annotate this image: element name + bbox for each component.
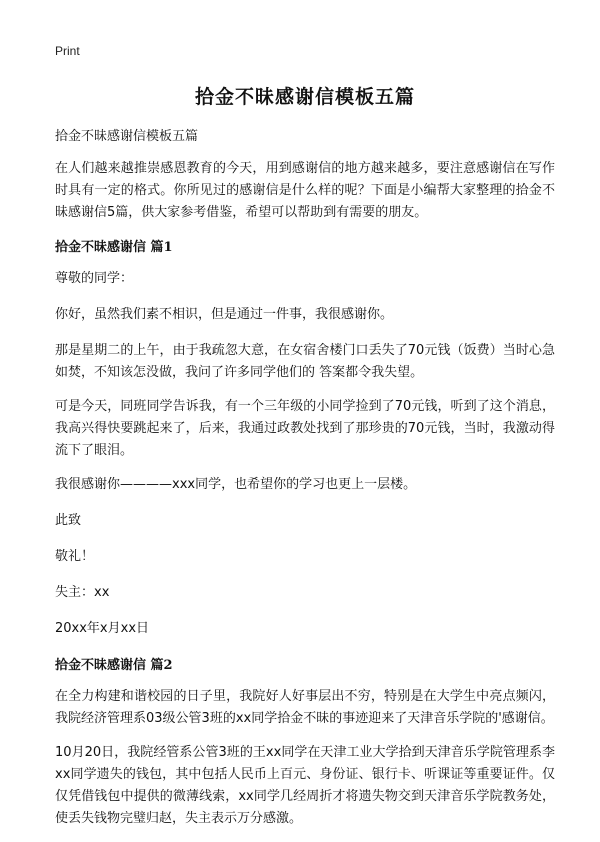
intro-paragraph: 在人们越来越推崇感恩教育的今天，用到感谢信的地方越来越多，要注意感谢信在写作时具有一定的格式。你所见过的感谢信是什么样的呢？下面是小编帮大家整理的拾金不昧感谢信5篇，供大家参考借鉴，希望可以帮助到有需要的朋友。: [55, 161, 555, 220]
signature: 失主：xx: [55, 585, 110, 600]
section-2-heading: 拾金不昧感谢信 篇2: [55, 658, 173, 673]
section-1-paragraph-4: 我很感谢你————xxx同学，也希望你的学习也更上一层楼。: [55, 477, 417, 492]
section-1-paragraph-2: 那是星期二的上午，由于我疏忽大意，在女宿舍楼门口丢失了70元钱（饭费）当时心急如焚，不知该怎没做，我问了许多同学他们的 答案都令我失望。: [55, 343, 555, 380]
section-1-paragraph-3: 可是今天，同班同学告诉我，有一个三年级的小同学捡到了70元钱，听到了这个消息，我高兴得快要跳起来了，后来，我通过政教处找到了那珍贵的70元钱，当时，我激动得流下了眼泪。: [55, 399, 555, 458]
section-1-heading: 拾金不昧感谢信 篇1: [55, 240, 173, 255]
closing-line-1: 此致: [55, 513, 82, 528]
document-page: [55, 44, 555, 842]
closing-line-2: 敬礼！: [55, 549, 95, 564]
section-2-paragraph-1: 在全力构建和谐校园的日子里，我院好人好事层出不穷，特别是在大学生中亮点频闪，我院经济管理系03级公管3班的xx同学拾金不昧的事迹迎来了天津音乐学院的'感谢信。: [55, 689, 555, 726]
letter-date: 20xx年x月xx日: [55, 621, 150, 636]
section-2-paragraph-2: 10月20日，我院经管系公管3班的王xx同学在天津工业大学拾到天津音乐学院管理系李xx同学遗失的钱包，其中包括人民币上百元、身份证、银行卡、听课证等重要证件。仅仅凭借钱包中提供的微薄线索，xx同学几经周折才将遗失物交到天津音乐学院教务处，使丢失钱物完璧归赵，失主表示万分感激。: [55, 745, 555, 826]
page-title: 拾金不昧感谢信模板五篇: [194, 86, 415, 108]
document-subtitle: 拾金不昧感谢信模板五篇: [55, 129, 199, 144]
section-1-paragraph-1: 你好，虽然我们素不相识，但是通过一件事，我很感谢你。: [55, 307, 394, 322]
print-link[interactable]: Print: [55, 44, 80, 58]
salutation: 尊敬的同学：: [55, 271, 134, 286]
